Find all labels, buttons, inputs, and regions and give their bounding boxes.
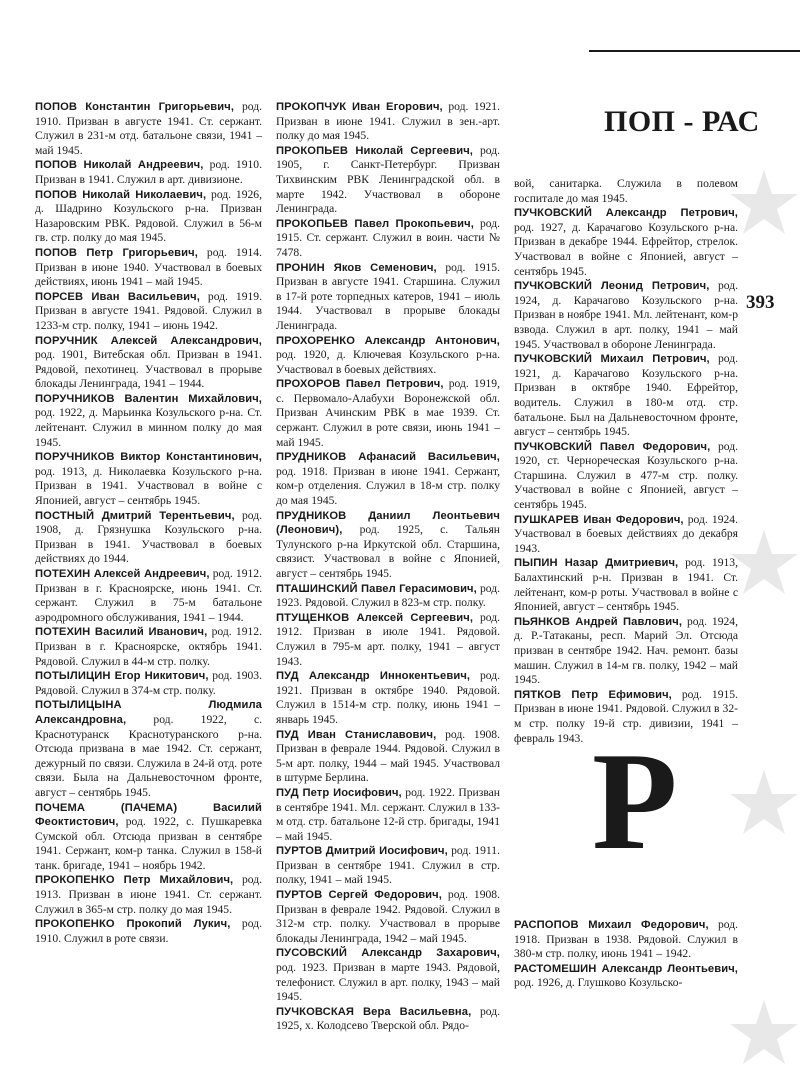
entry xyxy=(276,377,500,450)
entry xyxy=(514,440,738,513)
entry xyxy=(276,582,500,611)
entry-text: род. 1913, д. Николаевка Козульского р-на. Призван в 1941. Участвовал в войне с Японией, август – сентябрь 1945. xyxy=(35,464,262,508)
entry-text: род. 1915. Ст. сержант. Служил в воин. части № 7478. xyxy=(276,216,500,259)
entry xyxy=(514,556,738,614)
entry xyxy=(514,206,738,279)
entry-name: ПОРУЧНИКОВ Валентин Михайлович, xyxy=(35,392,262,405)
entry-text: род. 1926, д. Глушково Козульско- xyxy=(514,976,683,990)
entry xyxy=(35,392,262,450)
entry-name: ПОПОВ Петр Григорьевич, xyxy=(35,246,198,259)
entry-text: род. 1913, Балахтинский р-н. Призван в 1941. Ст. лейтенант, ком-р роты. Участвовал в войне с Японией, август – сентябрь 1945. xyxy=(514,556,738,614)
entry-name: ПУЧКОВСКИЙ Александр Петрович, xyxy=(514,207,738,220)
page-header-range: ПОП - РАС xyxy=(604,105,760,138)
entry-name: ПУЧКОВСКИЙ Михаил Петрович, xyxy=(514,353,710,366)
entry xyxy=(35,334,262,392)
entry-name: ПОТЕХИН Василий Иванович, xyxy=(35,626,208,639)
entry-name: ПОСТНЫЙ Дмитрий Терентьевич, xyxy=(35,509,235,522)
entry-text: род. 1924, д. Карачагово Козульского р-на. Призван в ноябре 1941. Мл. лейтенант, ком-р взвода. Служил в арт. полку, 1941 – май 1945. Участвовал в обороне Ленинграда. xyxy=(514,279,738,351)
entry xyxy=(514,352,738,440)
entry-name: ПОТЕХИН Алексей Андреевич, xyxy=(35,568,210,580)
entry-name: ПОРСЕВ Иван Васильевич, xyxy=(35,290,200,303)
entry xyxy=(35,625,262,669)
entry xyxy=(35,246,262,290)
entry xyxy=(276,786,500,844)
entry-text: род. 1910. Призван в августе 1941. Ст. сержант. Служил в 231-м отд. батальоне связи, 1941 – май 1945. xyxy=(35,100,262,157)
entry-name: ПОТЫЛИЦЫНА Людмила Александровна, xyxy=(35,699,262,726)
entry-name: ПРОКОПЬЕВ Николай Сергеевич, xyxy=(276,144,474,157)
entry xyxy=(276,1005,500,1034)
header-rule xyxy=(589,50,800,52)
entry xyxy=(276,450,500,508)
entry-text: род. 1925, х. Колодсево Тверской обл. Рядо- xyxy=(276,1004,500,1033)
entry xyxy=(276,946,500,1004)
entry xyxy=(276,611,500,669)
entry-name: ПТАШИНСКИЙ Павел Герасимович, xyxy=(276,582,477,595)
entry-text: род. 1920, ст. Черноречеcкая Козульского р-на. Старшина. Служил в 477-м стр. полку. Участвовал в войне с Японией, август – сентябрь 1945. xyxy=(514,439,738,512)
entry-text: род. 1926, д. Шадрино Козульского р-на. Призван Назаровским РВК. Рядовой. Служил в 56-м гв. стр. полку до мая 1945. xyxy=(35,187,262,245)
entry-text: род. 1921, д. Карачагово Козульского р-на. Призван в октябре 1940. Ефрейтор, водитель. Служил в 180-м отд. стр. батальоне. Был на Дальневосточном фронте, август – сентябрь 1945. xyxy=(514,352,738,439)
entry-name: ПРОХОРОВ Павел Петрович, xyxy=(276,378,444,391)
entry-text: род. 1910. Призван в 1941. Служил в арт. дивизионе. xyxy=(35,158,262,186)
entry xyxy=(276,261,500,334)
entry xyxy=(35,450,262,508)
entry-name: ПРОНИН Яков Семенович, xyxy=(276,261,437,274)
entry-name: ПУШКАРЕВ Иван Федорович, xyxy=(514,513,684,526)
entry xyxy=(35,100,262,158)
entry-name: ПРОКОПЬЕВ Павел Прокопьевич, xyxy=(276,217,474,230)
entry-name: РАСТОМЕШИН Александр Леонтьевич, xyxy=(514,962,738,975)
entry-name: ПЫПИН Назар Дмитриевич, xyxy=(514,557,679,570)
entry-text: род. 1921. Призван в июне 1941. Служил в зен.-арт. полку до мая 1945. xyxy=(276,100,500,143)
entry-text: род. 1923. Рядовой. Служил в 823-м стр. полку. xyxy=(276,581,500,610)
entry-text: род. 1903. Рядовой. Служил в 374-м стр. полку. xyxy=(35,669,262,697)
entry-name: ПУЧКОВСКИЙ Павел Федорович, xyxy=(514,440,711,453)
entry xyxy=(35,873,262,917)
column-3 xyxy=(514,177,738,746)
entry-name: ПЬЯНКОВ Андрей Павлович, xyxy=(514,615,683,628)
entry-text: род. 1913. Призван в июне 1941. Ст. сержант. Служил в 365-м стр. полку до мая 1945. xyxy=(35,873,262,916)
entry-text: род. 1905, г. Санкт-Петербург. Призван Тихвинским РВК Ленинградской обл. в марте 1942. Участвовал в обороне Ленинграда. xyxy=(276,143,500,216)
entry-name: ПУРТОВ Дмитрий Иосифович, xyxy=(276,845,448,858)
entry xyxy=(514,962,738,991)
entry xyxy=(35,669,262,698)
entry xyxy=(276,217,500,261)
entry xyxy=(514,177,738,206)
entry-text: род. 1915. Призван в июне 1941. Рядовой. Служил в 32-м стр. полку 19-й стр. дивизии, 1941 – февраль 1943. xyxy=(514,687,738,745)
entry-text: род. 1919. Призван в августе 1941. Рядовой. Служил в 1233-м стр. полку, 1941 – июнь 1942. xyxy=(35,289,262,332)
entry xyxy=(276,844,500,888)
entry-name: ПОРУЧНИК Алексей Александрович, xyxy=(35,334,262,347)
entry xyxy=(276,888,500,946)
entry xyxy=(35,290,262,334)
column-2 xyxy=(276,100,500,1034)
entry-name: ПОРУЧНИКОВ Виктор Константинович, xyxy=(35,451,262,464)
entry-name: ПУСОВСКИЙ Александр Захарович, xyxy=(276,947,500,960)
entry-text: род. 1912. Призван в июле 1941. Рядовой. Служил в 795-м арт. полку, 1941 – август 1943. xyxy=(276,610,500,668)
entry-text: род. 1921. Призван в октябре 1940. Рядовой. Служил в 1514-м стр. полку, июнь 1941 – январь 1945. xyxy=(276,669,500,726)
entry xyxy=(35,801,262,874)
entry-name: ПРОКОПЧУК Иван Егорович, xyxy=(276,101,443,113)
entry-name: ПОПОВ Николай Николаевич, xyxy=(35,188,207,201)
entry-text: род. 1912. Призван в г. Красноярске, октябрь 1941. Рядовой. Служил в 44-м стр. полку. xyxy=(35,625,262,668)
entry-text: род. 1908. Призван в феврале 1944. Рядовой. Служил в 5-м арт. полку, 1944 – май 1945. Участвовал в штурме Берлина. xyxy=(276,727,501,785)
entry-text: род. 1923. Призван в марте 1943. Рядовой, телефонист. Служил в арт. полку, 1943 – май 1945. xyxy=(276,961,500,1004)
entry xyxy=(276,509,500,582)
entry-name: ПРУДНИКОВ Афанасий Васильевич, xyxy=(276,451,500,464)
entry xyxy=(514,279,738,352)
column-1 xyxy=(35,100,262,946)
entry xyxy=(35,917,262,946)
entry-name: ПУД Иван Станиславович, xyxy=(276,728,437,741)
entry-text: род. 1922, д. Марьинка Козульского р-на. Ст. лейтенант. Служил в минном полку до мая 1945. xyxy=(35,406,262,449)
entry-text: вой, санитарка. Служила в полевом госпитале до мая 1945. xyxy=(514,177,738,205)
entry xyxy=(35,698,262,800)
entry xyxy=(35,567,262,625)
entry xyxy=(35,188,262,246)
entry-text: род. 1924. Участвовал в боевых действиях до декабря 1943. xyxy=(514,512,738,555)
entry-name: РАСПОПОВ Михаил Федорович, xyxy=(514,919,709,931)
entry-text: род. 1914. Призван в июне 1940. Участвовал в боевых действиях, июнь 1941 – май 1945. xyxy=(35,245,262,289)
entry xyxy=(276,669,500,727)
entry xyxy=(514,918,738,962)
entry-name: ПРОХОРЕНКО Александр Антонович, xyxy=(276,334,500,347)
entry-name: ПУРТОВ Сергей Федорович, xyxy=(276,889,442,902)
entry-name: ПОЧЕМА (ПАЧЕМА) Василий Феоктистович, xyxy=(35,801,262,829)
entry-name: ПОТЫЛИЦИН Егор Никитович, xyxy=(35,670,209,683)
entry-name: ПРОКОПЕНКО Прокопий Лукич, xyxy=(35,918,231,931)
entry-name: ПРУДНИКОВ Даниил Леонтьевич (Леонович), xyxy=(276,509,500,537)
entry-text: род. 1918. Призван в июне 1941. Сержант, ком-р отделения. Служил в 18-м стр. полку до мая 1945. xyxy=(276,464,500,508)
entry-name: ПУЧКОВСКАЯ Вера Васильевна, xyxy=(276,1005,472,1018)
star-watermark-icon xyxy=(728,150,800,1090)
entry xyxy=(276,728,500,786)
entry-text: род. 1908. Призван в феврале 1942. Рядовой. Служил в 312-м стр. полку. Участвовал в прорыве блокады Ленинграда, 1942 – май 1945. xyxy=(276,888,500,945)
column-3-continued xyxy=(514,918,738,991)
entry-text: род. 1919, с. Первомало-Алабухи Воронежской обл. Призван Ачинским РВК в мае 1939. Ст. сержант. Служил в роте связи, июнь 1941 – май 1945. xyxy=(276,377,500,449)
entry-text: род. 1910. Служил в роте связи. xyxy=(35,917,262,945)
entry-text: род. 1911. Призван в сентябре 1941. Служил в стр. полку, 1941 – май 1945. xyxy=(276,844,500,887)
entry-name: ПЯТКОВ Петр Ефимович, xyxy=(514,688,672,701)
entry-text: род. 1918. Призван в 1938. Рядовой. Служил в 380-м стр. полку, июнь 1941 – 1942. xyxy=(514,918,738,961)
entry-text: род. 1912. Призван в г. Красноярске, июнь 1941. Ст. сержант. Служил в 75-м батальоне аэродромного обслуживания, 1941 – 1944. xyxy=(35,567,262,624)
entry xyxy=(514,513,738,557)
entry xyxy=(276,100,500,144)
entry-name: ПТУЩЕНКОВ Алексей Сергеевич, xyxy=(276,611,474,624)
entry xyxy=(514,615,738,688)
entry xyxy=(276,334,500,378)
entry xyxy=(35,158,262,187)
entry xyxy=(276,144,500,217)
entry-text: род. 1925, с. Тальян Тулунского р-на Иркутской обл. Старшина, связист. Участвовал в войне с Японией, август – сентябрь 1945. xyxy=(276,523,500,580)
section-letter: Р xyxy=(592,724,678,879)
entry-text: род. 1924, д. Р.-Татаканы, респ. Марий Эл. Отсюда призван в сентябре 1942. Нач. ремонт. базы машин. Служил в 14-м гв. полку, 1942 – май 1945. xyxy=(514,614,738,687)
entry-name: ПОПОВ Николай Андреевич, xyxy=(35,159,204,172)
entry-text: род. 1908, д. Грязнушка Козульского р-на. Призван в 1941. Участвовал в боевых действиях до 1944. xyxy=(35,508,262,566)
entry-text: род. 1901, Витебская обл. Призван в 1941. Рядовой, пехотинец. Участвовал в прорыве блокады Ленинграда, 1941 – 1944. xyxy=(35,348,262,391)
entry-name: ПРОКОПЕНКО Петр Михайлович, xyxy=(35,874,234,887)
entry-name: ПУД Петр Иосифович, xyxy=(276,786,402,799)
entry-text: род. 1920, д. Ключевая Козульского р-на. Участвовал в боевых действиях. xyxy=(276,348,500,376)
entry-name: ПУЧКОВСКИЙ Леонид Петрович, xyxy=(514,280,710,293)
entry-name: ПОПОВ Константин Григорьевич, xyxy=(35,101,235,113)
entry-text: род. 1915. Призван в августе 1941. Старшина. Служил в 17-й роте торпедных катеров, 1941 – июль 1944. Участвовал в прорыве блокады Ленинграда. xyxy=(276,260,500,332)
entry-text: род. 1927, д. Карачагово Козульского р-на. Призван в декабре 1944. Ефрейтор, стрелок. Участвовал в войне с Японией, август – сентябрь 1945. xyxy=(514,220,738,278)
entry xyxy=(35,509,262,567)
entry-text: род. 1922, с. Краснотуранск Краснотуранского р-на. Отсюда призвана в мае 1942. Ст. сержант, дежурный по связи. Служила в 24-й отд. роте связи. Была на Дальневосточном фронте, август – сентябрь 1945. xyxy=(35,712,263,799)
entry-text: род. 1922. Призван в сентябре 1941. Мл. сержант. Служил в 133-м отд. стр. батальоне 12-й стр. бригады, 1941 – май 1945. xyxy=(276,785,500,843)
entry-name: ПУД Александр Иннокентьевич, xyxy=(276,670,471,683)
entry-text: род. 1922, с. Пушкаревка Сумской обл. Отсюда призван в сентябре 1941. Сержант, ком-р танка. Служил в 158-й танк. бригаде, 1941 – ноябрь 1942. xyxy=(35,815,262,872)
page-number: 393 xyxy=(746,292,775,313)
